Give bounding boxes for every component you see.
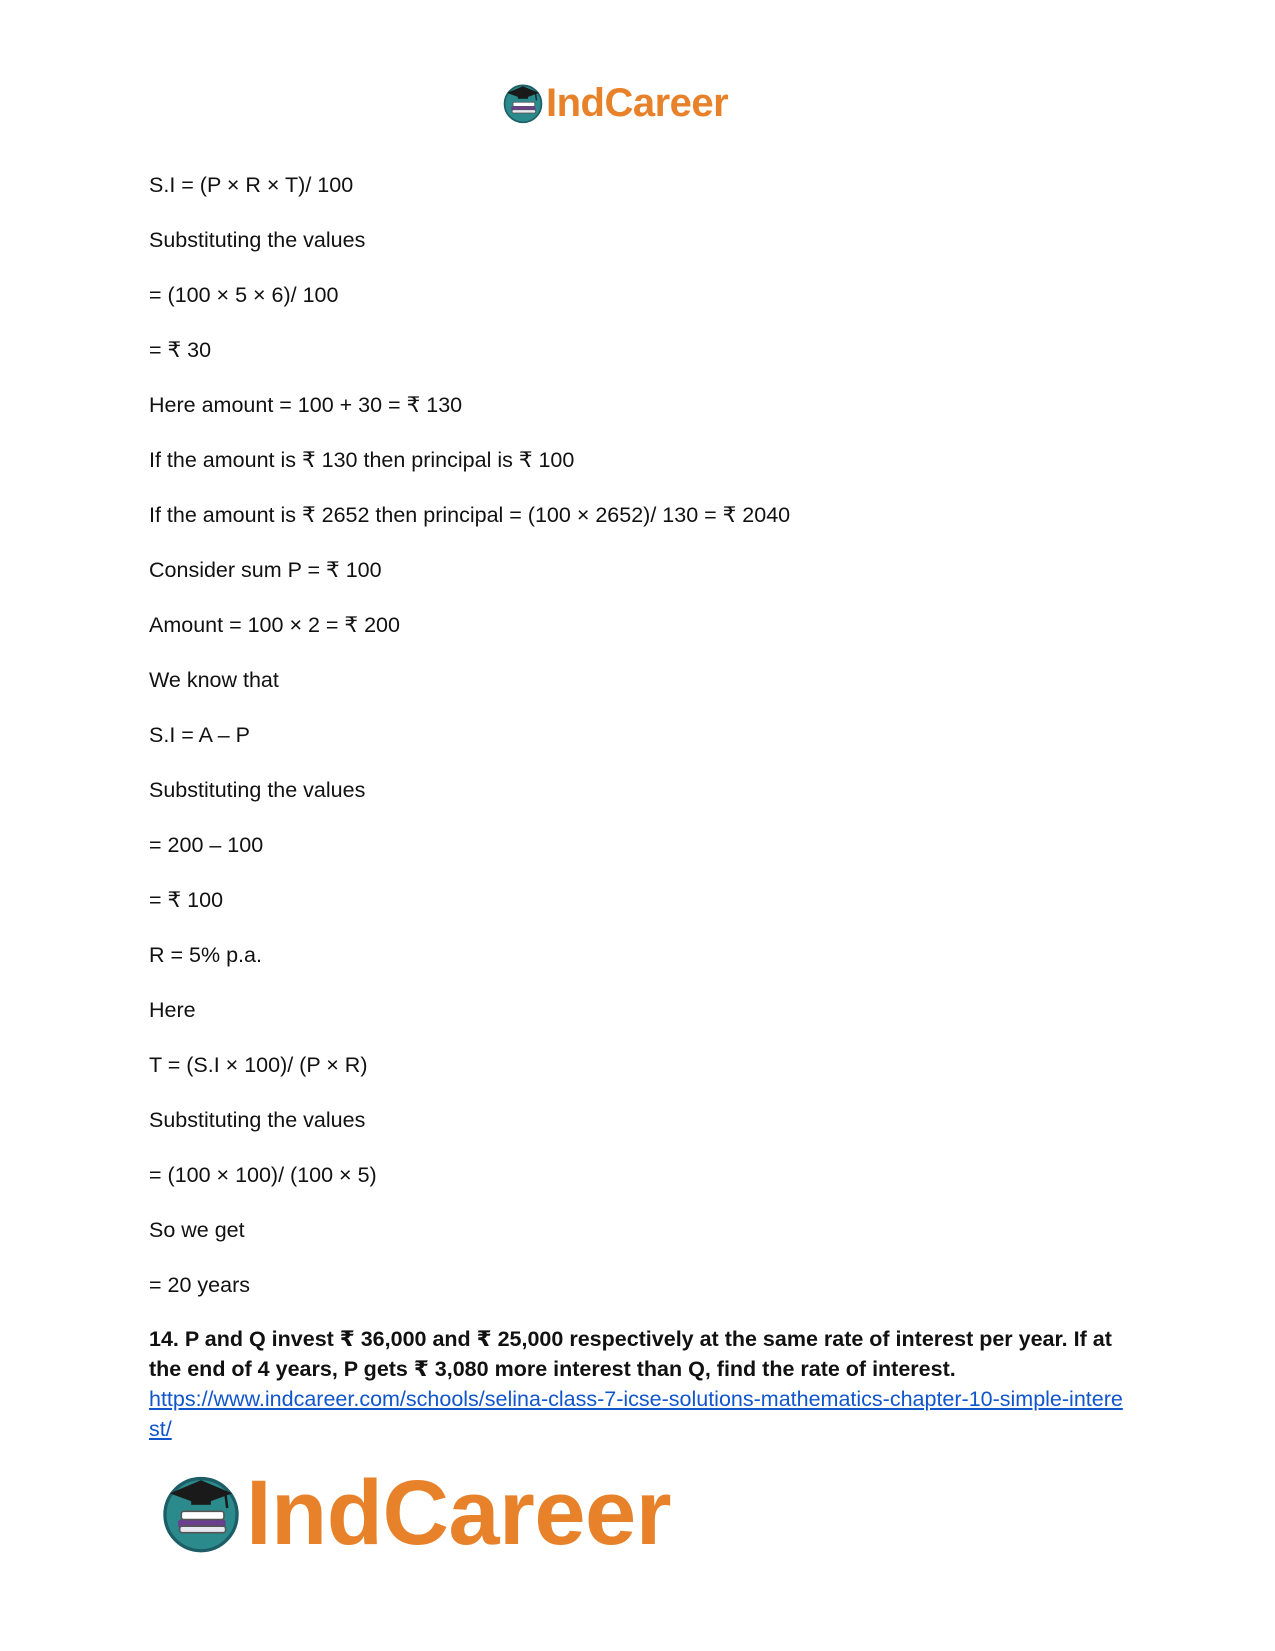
document-body: [149, 172, 1139, 1444]
text-line: Consider sum P = ₹ 100: [149, 558, 382, 582]
text-line: R = 5% p.a.: [149, 943, 262, 967]
text-line: T = (S.I × 100)/ (P × R): [149, 1053, 368, 1077]
text-line: If the amount is ₹ 130 then principal is ₹ 100: [149, 448, 575, 472]
text-line: = ₹ 100: [149, 888, 224, 912]
text-line: So we get: [149, 1218, 245, 1242]
text-line: We know that: [149, 668, 279, 692]
text-line: = 20 years: [149, 1273, 250, 1297]
header-logo: [502, 78, 728, 128]
text-line: = (100 × 100)/ (100 × 5): [149, 1163, 377, 1187]
text-line: = 200 – 100: [149, 833, 264, 857]
text-line: = ₹ 30: [149, 338, 212, 362]
text-line: Amount = 100 × 2 = ₹ 200: [149, 613, 400, 637]
graduation-book-icon: [160, 1472, 242, 1554]
text-line: If the amount is ₹ 2652 then principal = (100 × 2652)/ 130 = ₹ 2040: [149, 503, 791, 527]
text-line: S.I = A – P: [149, 723, 251, 747]
brand-name: IndCareer: [546, 80, 729, 125]
graduation-book-icon: [502, 82, 544, 124]
text-line: Here amount = 100 + 30 = ₹ 130: [149, 393, 463, 417]
question-14: 14. P and Q invest ₹ 36,000 and ₹ 25,000 respectively at the same rate of interest per year. If at the end of 4 years, P gets ₹ 3,080 more interest than Q, find the rate of interest.: [149, 1327, 1112, 1381]
text-line: Substituting the values: [149, 778, 366, 802]
text-line: Substituting the values: [149, 228, 366, 252]
text-line: Here: [149, 998, 196, 1022]
footer-logo: [160, 1461, 671, 1564]
text-line: = (100 × 5 × 6)/ 100: [149, 283, 339, 307]
text-line: Substituting the values: [149, 1108, 366, 1132]
source-link[interactable]: https://www.indcareer.com/schools/selina-class-7-icse-solutions-mathematics-chapter-10-simple-interest/: [149, 1387, 1123, 1441]
brand-name: IndCareer: [246, 1461, 671, 1564]
text-line: S.I = (P × R × T)/ 100: [149, 173, 354, 197]
